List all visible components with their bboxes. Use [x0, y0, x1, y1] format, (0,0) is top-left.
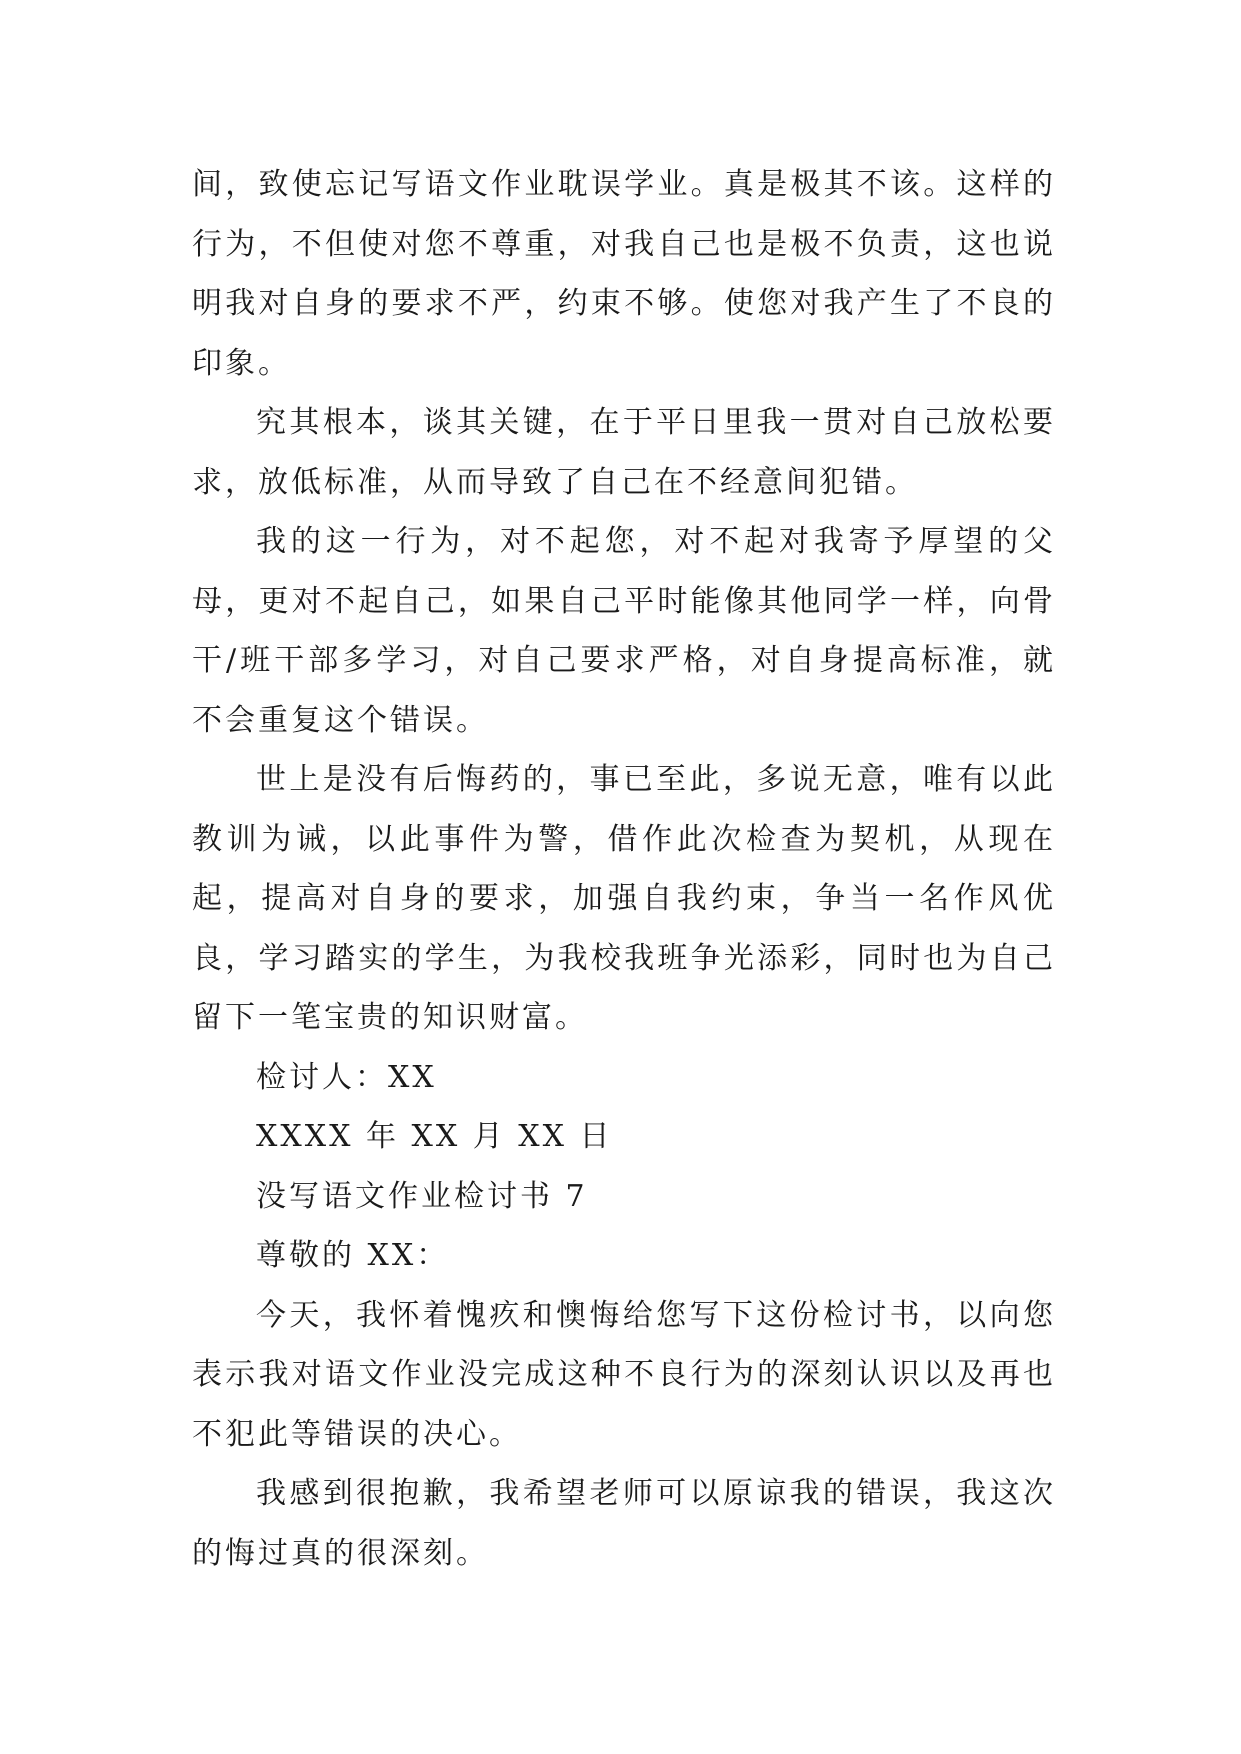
- paragraph-root-cause: 究其根本，谈其关键，在于平日里我一贯对自己放松要求，放低标准，从而导致了自己在不经意间犯错。: [192, 405, 1056, 500]
- date-line: XXXX 年 XX 月 XX 日: [256, 1119, 613, 1154]
- paragraph-resolution: 世上是没有后悔药的，事已至此，多说无意，唯有以此教训为诫，以此事件为警，借作此次检查为契机，从现在起，提高对自身的要求，加强自我约束，争当一名作风优良，学习踏实的学生，为我校我班争光添彩，同时也为自己留下一笔宝贵的知识财富。: [192, 762, 1056, 1035]
- paragraph-continuation: 间，致使忘记写语文作业耽误学业。真是极其不该。这样的行为，不但使对您不尊重，对我自己也是极不负责，这也说明我对自身的要求不严，约束不够。使您对我产生了不良的印象。: [192, 167, 1056, 381]
- document-body: [192, 155, 1056, 1583]
- salutation-line: 尊敬的 XX：: [256, 1238, 450, 1273]
- paragraph-intro: 今天，我怀着愧疚和懊悔给您写下这份检讨书，以向您表示我对语文作业没完成这种不良行为的深刻认识以及再也不犯此等错误的决心。: [192, 1297, 1056, 1452]
- paragraph-closing: 我感到很抱歉，我希望老师可以原谅我的错误，我这次的悔过真的很深刻。: [192, 1476, 1056, 1571]
- signature-line: 检讨人：XX: [256, 1059, 437, 1095]
- paragraph-apology: 我的这一行为，对不起您，对不起对我寄予厚望的父母，更对不起自己，如果自己平时能像其他同学一样，向骨干/班干部多学习，对自己要求严格，对自身提高标准，就不会重复这个错误。: [192, 524, 1056, 738]
- section-heading: 没写语文作业检讨书 7: [256, 1178, 588, 1214]
